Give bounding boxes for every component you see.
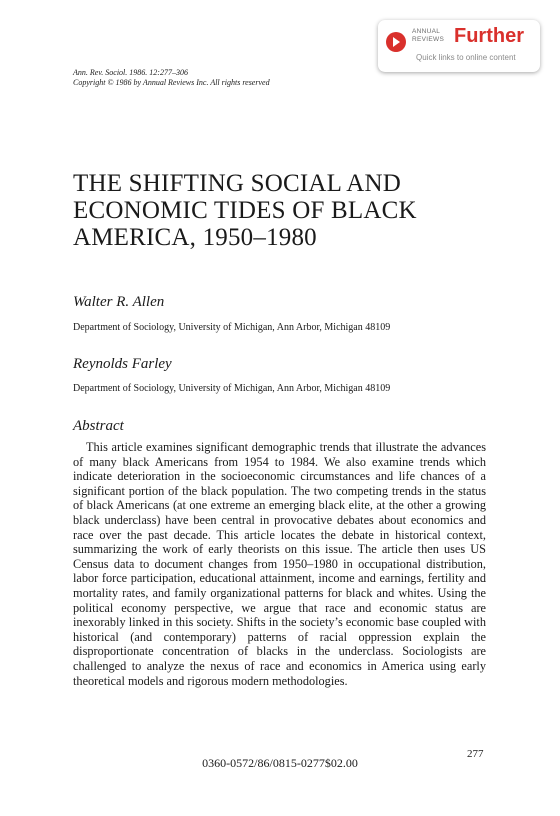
publisher-name: [412, 28, 444, 43]
further-tagline: Quick links to online content: [416, 53, 516, 62]
abstract-heading: Abstract: [73, 418, 124, 434]
author-affiliation-1: Department of Sociology, University of Michigan, Ann Arbor, Michigan 48109: [73, 322, 391, 333]
author-name-2: Reynolds Farley: [73, 356, 172, 372]
citation-line-1: Ann. Rev. Sociol. 1986. 12:277–306: [73, 68, 188, 77]
title-line-1: THE SHIFTING SOCIAL AND: [73, 170, 401, 197]
copyright-line: Copyright © 1986 by Annual Reviews Inc. All rights reserved: [73, 78, 270, 87]
publisher-line-2: REVIEWS: [412, 35, 445, 43]
page-number: 277: [467, 748, 484, 760]
publisher-line-1: ANNUAL: [412, 28, 441, 35]
author-affiliation-2: Department of Sociology, University of Michigan, Ann Arbor, Michigan 48109: [73, 383, 391, 394]
article-code: 0360-0572/86/0815-0277$02.00: [202, 756, 358, 770]
title-line-2: ECONOMIC TIDES OF BLACK: [73, 197, 417, 224]
abstract-text: This article examines significant demographic trends that illustrate the advances of many black Americans from 1954 to 1984. We also examine trends which indicate deterioration in the socioeconomic circumstances and life chances of a significant portion of the black population. The two competing trends in the status of black Americans (at one extreme an emerging black elite, at the other a growing black underclass) have been central in provocative debates about economics and race over the past decade. This article locates the debate in historical context, summarizing the work of early theorists on this issue. The article then uses US Census data to document changes from 1950–1980 in occupational distribution, labor force participation, educational attainment, income and earnings, fertility and mortality rates, and family organizational patterns for black and whites. Using the political economy perspective, we argue that race and economic status are inexorably linked in this society. Shifts in the society’s economic base coupled with historical (and contemporary) patterns of racial oppression explain the disproportionate concentration of blacks in the underclass. Sociologists are challenged to analyze the nexus of race and economics in America using early theoretical models and rigorous modern methodologies.: [73, 440, 486, 688]
further-word: Further: [454, 25, 524, 47]
further-badge[interactable]: [378, 20, 540, 72]
journal-citation: [73, 68, 270, 88]
title-line-3: AMERICA, 1950–1980: [73, 224, 317, 251]
author-name-1: Walter R. Allen: [73, 294, 165, 310]
annual-reviews-logo-icon: [386, 32, 406, 52]
article-title: [73, 170, 417, 251]
